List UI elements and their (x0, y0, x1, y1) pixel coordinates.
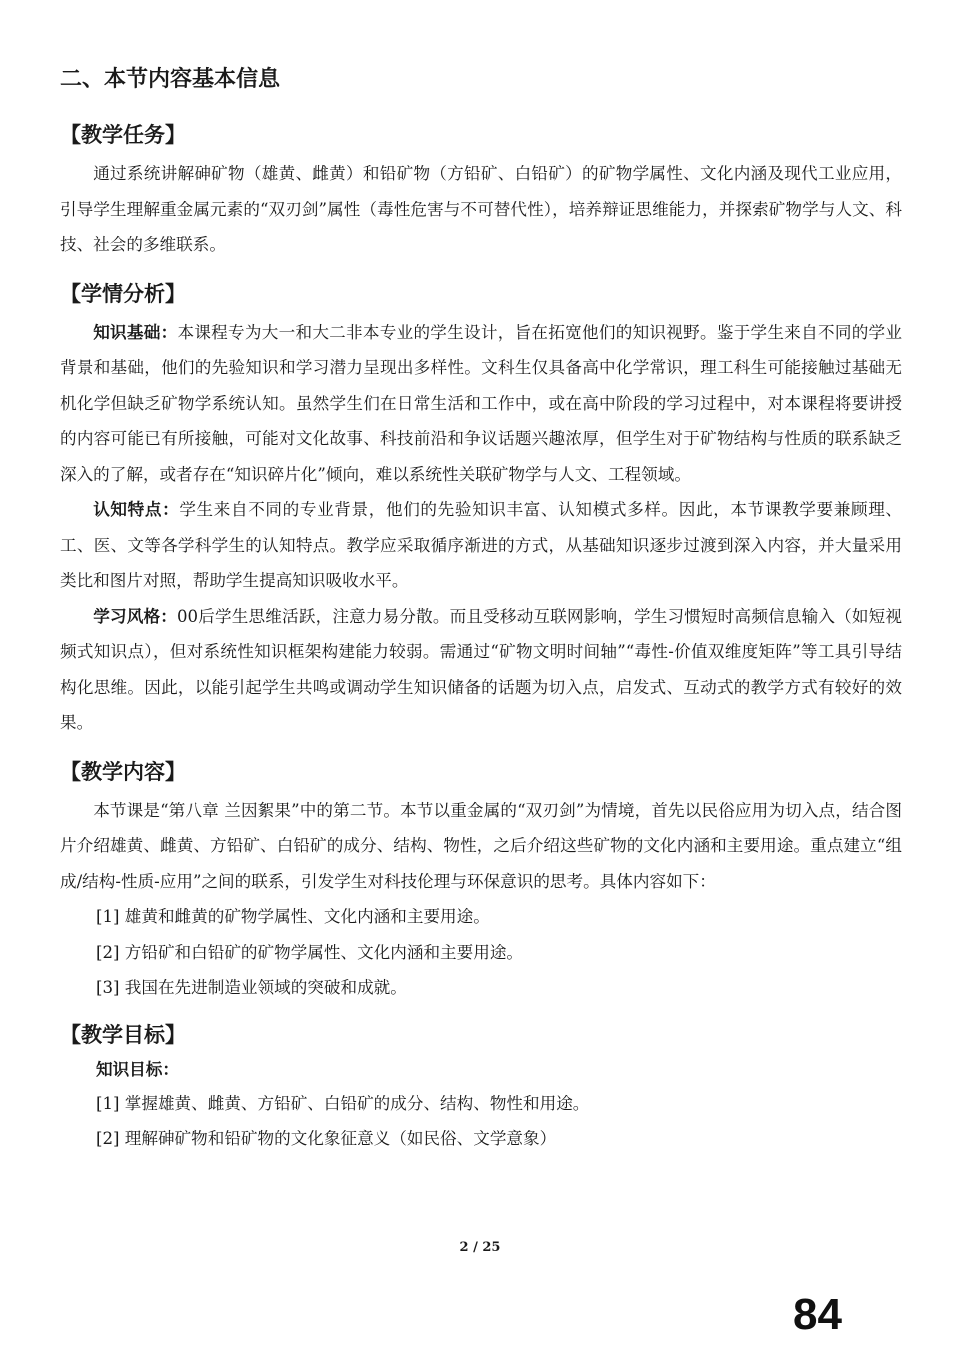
teaching-content-text: 本节课是“第八章 兰因絮果”中的第二节。本节以重金属的“双刃剑”为情境，首先以民俗应用为切入点，结合图片介绍雄黄、雌黄、方铅矿、白铅矿的成分、结构、物性，之后介绍这些矿物的文化内涵和主要用途。重点建立“组成/结构-性质-应用”之间的联系，引发学生对科技伦理与环保意识的思考。具体内容如下： (60, 800, 902, 891)
list-item: [3] 我国在先进制造业领域的突破和成就。 (96, 978, 407, 997)
cognition-text: 学生来自不同的专业背景，他们的先验知识丰富、认知模式多样。因此，本节课教学要兼顾理、工、医、文等各学科学生的认知特点。教学应采取循序渐进的方式，从基础知识逐步过渡到深入内容，并大量采用类比和图片对照，帮助学生提高知识吸收水平。 (60, 500, 903, 590)
teaching-task-text: 通过系统讲解砷矿物（雄黄、雌黄）和铅矿物（方铅矿、白铅矿）的矿物学属性、文化内涵及现代工业应用，引导学生理解重金属元素的“双刃剑”属性（毒性危害与不可替代性），培养辩证思维能力，并探索矿物学与人文、科技、社会的多维联系。 (60, 164, 902, 254)
list-item: [2] 方铅矿和白铅矿的矿物学属性、文化内涵和主要用途。 (96, 942, 524, 962)
page-number: 2 / 25 (459, 1240, 501, 1255)
list-item: [1] 掌握雄黄、雌黄、方铅矿、白铅矿的成分、结构、物性和用途。 (96, 1093, 590, 1113)
knowledge-goals-label: 知识目标： (96, 1059, 179, 1079)
list-item: [2] 理解砷矿物和铅矿物的文化象征意义（如民俗、文学意象） (96, 1129, 557, 1148)
learner-analysis-title: 【学情分析】 (60, 281, 186, 306)
teaching-goals-title: 【教学目标】 (60, 1022, 186, 1047)
knowledge-basis-paragraph (60, 315, 902, 493)
teaching-content-list (60, 899, 902, 1006)
document-page (60, 60, 902, 1157)
learning-style-paragraph (60, 599, 902, 741)
knowledge-basis-text: 本课程专为大一和大二非本专业的学生设计，旨在拓宽他们的知识视野。鉴于学生来自不同的学业背景和基础，他们的先验知识和学习潜力呈现出多样性。文科生仅具备高中化学常识，理工科生可能接触过基础无机化学但缺乏矿物学系统认知。虽然学生们在日常生活和工作中，或在高中阶段的学习过程中，对本课程将要讲授的内容可能已有所接触，可能对文化故事、科技前沿和争议话题兴趣浓厚，但学生对于矿物结构与性质的联系缺乏深入的了解，或者存在“知识碎片化”倾向，难以系统性关联矿物学与人文、工程领域。 (60, 322, 903, 484)
teaching-task-title: 【教学任务】 (60, 123, 186, 147)
teaching-content-title: 【教学内容】 (60, 759, 186, 784)
list-item: [1] 雄黄和雌黄的矿物学属性、文化内涵和主要用途。 (96, 907, 490, 926)
cognition-paragraph (60, 492, 902, 599)
knowledge-basis-label: 知识基础： (93, 322, 178, 342)
page-stamp-number: 84 (793, 1290, 842, 1339)
cognition-label: 认知特点： (93, 500, 180, 519)
knowledge-goals-list (60, 1086, 902, 1157)
learning-style-text: 00后学生思维活跃，注意力易分散。而且受移动互联网影响，学生习惯短时高频信息输入（如短视频式知识点），但对系统性知识框架构建能力较弱。需通过“矿物文明时间轴”“毒性-价值双维度矩阵”等工具引导结构化思维。因此，以能引起学生共鸣或调动学生知识储备的话题为切入点，启发式、互动式的教学方式有较好的效果。 (60, 606, 902, 732)
section-heading: 二、本节内容基本信息 (60, 67, 281, 92)
learning-style-label: 学习风格： (93, 606, 177, 626)
